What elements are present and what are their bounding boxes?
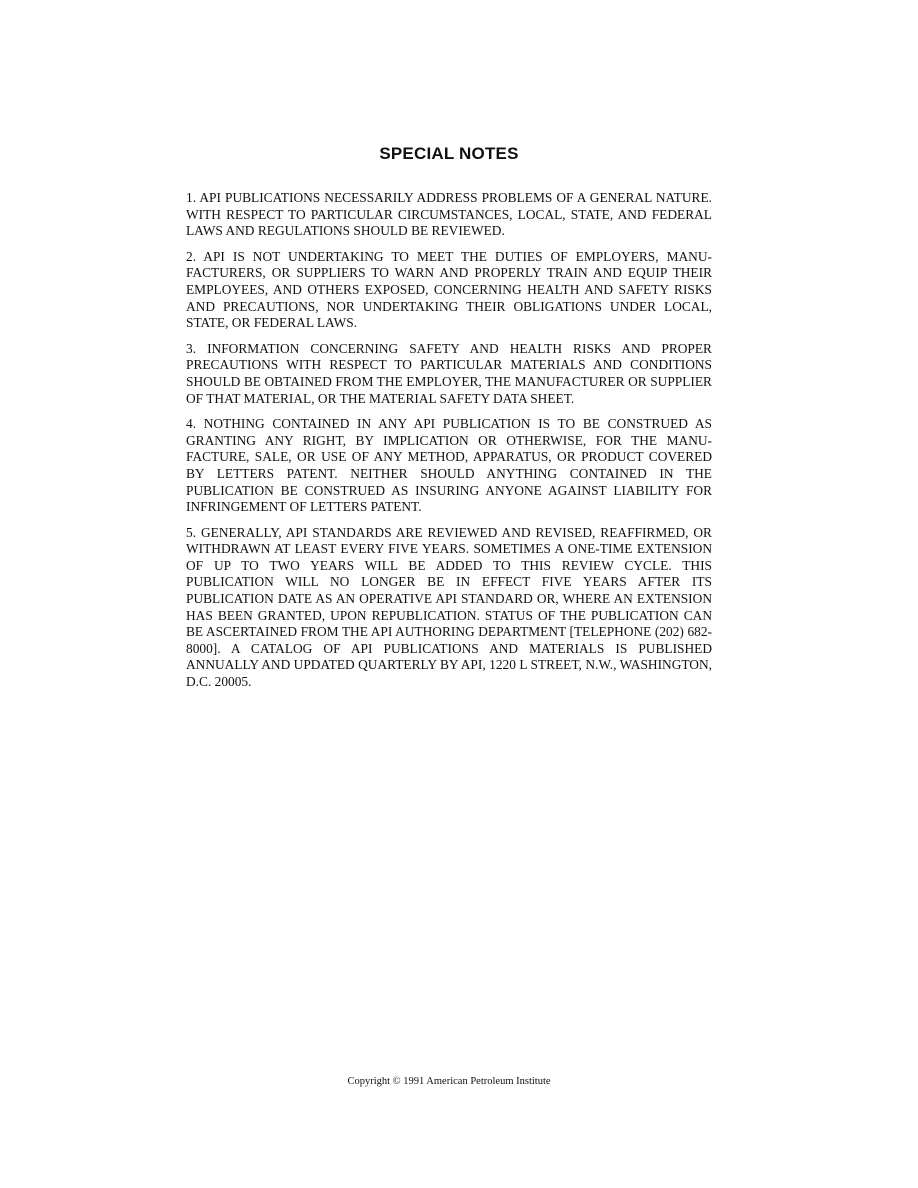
note-1: 1. API PUBLICATIONS NECESSARILY ADDRESS PROBLEMS OF A GENERAL NATURE. WITH RESPECT TO PARTICULAR CIRCUMSTANCES, LOCAL, STATE, AND FEDERAL LAWS AND REGULATIONS SHOULD BE REVIEWED. bbox=[186, 190, 712, 239]
copyright-notice: Copyright © 1991 American Petroleum Institute bbox=[347, 1076, 551, 1087]
note-3: 3. INFORMATION CONCERNING SAFETY AND HEALTH RISKS AND PROPER PRECAUTIONS WITH RESPECT TO PARTICULAR MATERIALS AND CONDITIONS SHOULD BE OBTAINED FROM THE EMPLOYER, THE MANUFACTURER OR SUPPLIER OF THAT MATERIAL, OR THE MATERIAL SAFETY DATA SHEET. bbox=[186, 340, 712, 406]
note-2: 2. API IS NOT UNDERTAKING TO MEET THE DUTIES OF EMPLOYERS, MANUFACTURERS, OR SUPPLIERS TO WARN AND PROPERLY TRAIN AND EQUIP THEIR EMPLOYEES, AND OTHERS EXPOSED, CONCERNING HEALTH AND SAFETY RISKS AND PRECAUTIONS, NOR UNDERTAKING THEIR OBLIGATIONS UNDER LOCAL, STATE, OR FEDERAL LAWS. bbox=[186, 248, 712, 331]
special-notes-list bbox=[186, 190, 712, 700]
page-title: SPECIAL NOTES bbox=[379, 144, 519, 163]
note-4: 4. NOTHING CONTAINED IN ANY API PUBLICATION IS TO BE CONSTRUED AS GRANTING ANY RIGHT, BY IMPLICATION OR OTHERWISE, FOR THE MANUFACTURE, SALE, OR USE OF ANY METHOD, APPARATUS, OR PRODUCT COVERED BY LETTERS PATENT. NEITHER SHOULD ANYTHING CONTAINED IN THE PUBLICATION BE CONSTRUED AS INSURING ANYONE AGAINST LIABILITY FOR INFRINGEMENT OF LETTERS PATENT. bbox=[186, 416, 712, 515]
note-5: 5. GENERALLY, API STANDARDS ARE REVIEWED AND REVISED, REAFFIRMED, OR WITHDRAWN AT LEAST EVERY FIVE YEARS. SOMETIMES A ONE-TIME EXTENSION OF UP TO TWO YEARS WILL BE ADDED TO THIS REVIEW CYCLE. THIS PUBLICATION WILL NO LONGER BE IN EFFECT FIVE YEARS AFTER ITS PUBLICATION DATE AS AN OPERATIVE API STANDARD OR, WHERE AN EXTENSION HAS BEEN GRANTED, UPON REPUBLICATION. STATUS OF THE PUBLICATION CAN BE ASCERTAINED FROM THE API AUTHORING DEPARTMENT [TELEPHONE (202) 682-8000]. A CATALOG OF API PUBLICATIONS AND MATERIALS IS PUBLISHED ANNUALLY AND UPDATED QUARTERLY BY API, 1220 L STREET, N.W., WASHINGTON, D.C. 20005. bbox=[186, 524, 712, 690]
